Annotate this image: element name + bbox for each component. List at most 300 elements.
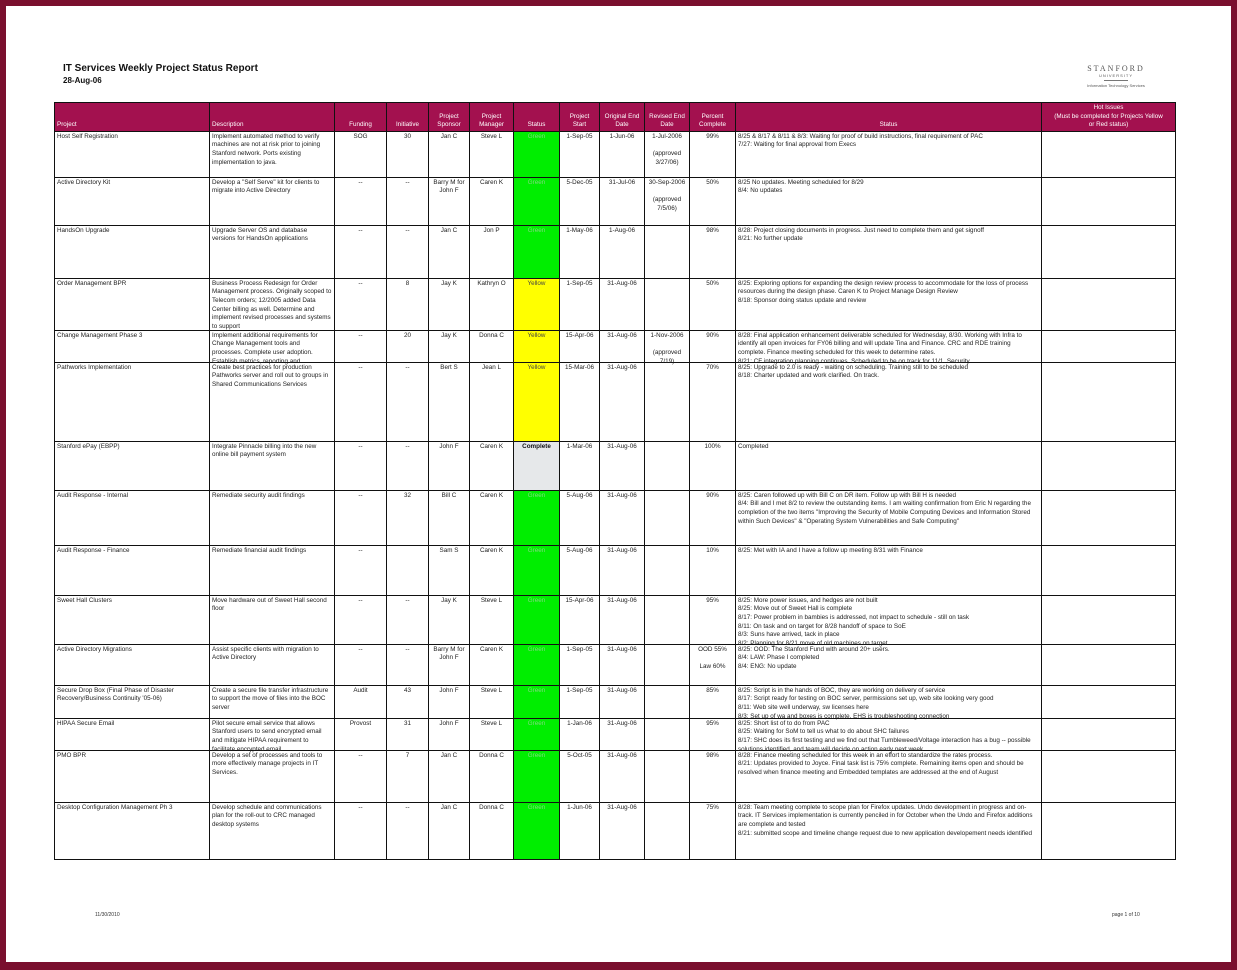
project-text: Pathworks Implementation bbox=[57, 363, 132, 371]
funding-text: -- bbox=[358, 491, 363, 499]
cell-project bbox=[55, 278, 210, 330]
cell-sponsor bbox=[429, 595, 470, 644]
percent-complete-text: 50% bbox=[706, 279, 719, 287]
cell-percent-complete bbox=[690, 545, 736, 595]
cell-revised-end-date bbox=[645, 362, 690, 441]
cell-initiative bbox=[387, 278, 429, 330]
table-row bbox=[55, 750, 1176, 802]
report-title: IT Services Weekly Project Status Report bbox=[63, 63, 258, 74]
cell-initiative bbox=[387, 330, 429, 362]
start-date-text: 1-Sep-05 bbox=[566, 645, 593, 653]
cell-funding bbox=[335, 362, 387, 441]
cell-status bbox=[514, 441, 560, 490]
cell-manager bbox=[470, 362, 514, 441]
cell-percent-complete bbox=[690, 131, 736, 177]
description-text: Develop schedule and communications plan for the roll-out to CRC managed desktop systems bbox=[212, 803, 322, 828]
footer-date: 11/30/2010 bbox=[95, 912, 120, 918]
cell-funding bbox=[335, 685, 387, 718]
status-text: Green bbox=[527, 645, 546, 653]
original-end-date-text: 31-Aug-06 bbox=[607, 751, 637, 759]
stanford-logo bbox=[1066, 64, 1166, 88]
original-end-date-text: 31-Aug-06 bbox=[607, 331, 637, 339]
manager-text: Steve L bbox=[480, 132, 503, 140]
percent-complete-text: 85% bbox=[706, 686, 719, 694]
cell-manager bbox=[470, 278, 514, 330]
table-row bbox=[55, 278, 1176, 330]
status-notes-text: 8/28: Project closing documents in progress. Just need to complete them and get signoff 8/21: No further update bbox=[738, 226, 984, 243]
sponsor-text: Jay K bbox=[441, 331, 457, 339]
revised-end-date-text bbox=[647, 597, 687, 643]
cell-percent-complete bbox=[690, 802, 736, 859]
cell-manager bbox=[470, 595, 514, 644]
cell-description bbox=[210, 362, 335, 441]
sponsor-text: John F bbox=[439, 686, 459, 694]
initiative-text: 20 bbox=[403, 331, 411, 339]
cell-original-end-date bbox=[600, 595, 645, 644]
sponsor-text: Bill C bbox=[441, 491, 457, 499]
cell-original-end-date bbox=[600, 802, 645, 859]
table-row bbox=[55, 490, 1176, 545]
cell-status bbox=[514, 490, 560, 545]
cell-revised-end-date bbox=[645, 441, 690, 490]
table-row bbox=[55, 802, 1176, 859]
start-date-text: 1-Jun-06 bbox=[567, 803, 592, 811]
cell-status-notes bbox=[736, 644, 1042, 685]
cell-percent-complete bbox=[690, 644, 736, 685]
hot-issues-text bbox=[1044, 687, 1173, 717]
cell-revised-end-date bbox=[645, 131, 690, 177]
description-text: Remediate security audit findings bbox=[212, 491, 305, 499]
cell-status bbox=[514, 750, 560, 802]
hot-issues-text bbox=[1044, 804, 1173, 858]
cell-start-date bbox=[560, 802, 600, 859]
cell-hot-issues bbox=[1042, 545, 1176, 595]
status-text: Green bbox=[527, 178, 546, 186]
status-text: Green bbox=[527, 491, 546, 499]
cell-status-notes bbox=[736, 362, 1042, 441]
status-notes-text: 8/28: Final application enhancement deliverable scheduled for Wednesday, 8/30. Working with Infra to identify all open invoices for FY06 billing and will update Tina and Finance. CRC and RDE training complete. Finance meeting scheduled for this week to determine rates. 8/21: CF integration planning continues. Scheduled to be on track for 11/1. Security bbox=[738, 331, 1022, 365]
table-row bbox=[55, 330, 1176, 362]
cell-sponsor bbox=[429, 131, 470, 177]
cell-funding bbox=[335, 131, 387, 177]
description-text: Remediate financial audit findings bbox=[212, 546, 307, 554]
revised-end-date-text bbox=[647, 804, 687, 858]
sponsor-text: Sam S bbox=[439, 546, 459, 554]
original-end-date-text: 31-Aug-06 bbox=[607, 363, 637, 371]
start-date-text: 15-Mar-06 bbox=[564, 363, 595, 371]
funding-text: -- bbox=[358, 546, 363, 554]
cell-sponsor bbox=[429, 278, 470, 330]
percent-complete-text: 50% bbox=[706, 178, 719, 186]
revised-end-date-text bbox=[647, 687, 687, 717]
cell-description bbox=[210, 595, 335, 644]
cell-percent-complete bbox=[690, 490, 736, 545]
sponsor-text: Jan C bbox=[440, 803, 458, 811]
project-text: Host Self Registration bbox=[57, 132, 118, 140]
cell-description bbox=[210, 644, 335, 685]
percent-complete-text: 90% bbox=[706, 331, 719, 339]
cell-initiative bbox=[387, 685, 429, 718]
cell-funding bbox=[335, 718, 387, 750]
cell-sponsor bbox=[429, 362, 470, 441]
cell-percent-complete bbox=[690, 177, 736, 225]
initiative-text: -- bbox=[405, 178, 410, 186]
funding-text: -- bbox=[358, 178, 363, 186]
percent-complete-text: 95% bbox=[706, 719, 719, 727]
table-row bbox=[55, 362, 1176, 441]
percent-complete-text: 75% bbox=[706, 803, 719, 811]
cell-initiative bbox=[387, 131, 429, 177]
cell-start-date bbox=[560, 330, 600, 362]
cell-initiative bbox=[387, 362, 429, 441]
initiative-text: 43 bbox=[403, 686, 411, 694]
cell-sponsor bbox=[429, 177, 470, 225]
cell-original-end-date bbox=[600, 750, 645, 802]
start-date-text: 15-Apr-06 bbox=[565, 331, 594, 339]
cell-revised-end-date bbox=[645, 330, 690, 365]
cell-sponsor bbox=[429, 225, 470, 278]
column-header-funding: Funding bbox=[335, 103, 387, 132]
status-text: Yellow bbox=[527, 363, 546, 371]
cell-hot-issues bbox=[1042, 802, 1176, 859]
report-date: 28-Aug-06 bbox=[63, 76, 102, 85]
project-text: Audit Response - Internal bbox=[57, 491, 129, 499]
original-end-date-text: 31-Aug-06 bbox=[607, 645, 637, 653]
start-date-text: 1-Mar-06 bbox=[566, 442, 593, 450]
status-notes-text: 8/25: Upgrade to 2.0 is ready - waiting on scheduling. Training still to be scheduled 8/18: Charter updated and work clarified. On track. bbox=[738, 363, 968, 380]
status-text: Green bbox=[527, 226, 546, 234]
project-text: Audit Response - Finance bbox=[57, 546, 130, 554]
cell-funding bbox=[335, 490, 387, 545]
percent-complete-text: 95% bbox=[706, 596, 719, 604]
cell-hot-issues bbox=[1042, 441, 1176, 490]
start-date-text: 5-Aug-06 bbox=[566, 491, 593, 499]
cell-description bbox=[210, 802, 335, 859]
cell-description bbox=[210, 177, 335, 225]
funding-text: -- bbox=[358, 803, 363, 811]
cell-percent-complete bbox=[690, 595, 736, 644]
status-notes-text: 8/25 No updates. Meeting scheduled for 8/29 8/4: No updates bbox=[738, 178, 864, 195]
cell-funding bbox=[335, 802, 387, 859]
cell-description bbox=[210, 278, 335, 330]
funding-text: Audit bbox=[353, 686, 368, 694]
column-header-project: Project bbox=[55, 103, 210, 132]
cell-start-date bbox=[560, 441, 600, 490]
percent-complete-text: 98% bbox=[706, 226, 719, 234]
cell-original-end-date bbox=[600, 362, 645, 441]
funding-text: -- bbox=[358, 226, 363, 234]
cell-status-notes bbox=[736, 545, 1042, 595]
column-header-revised-end-date: Revised End Date bbox=[645, 103, 690, 132]
cell-status-notes bbox=[736, 595, 1042, 647]
manager-text: Caren K bbox=[479, 442, 504, 450]
start-date-text: 5-Oct-05 bbox=[567, 751, 592, 759]
cell-status bbox=[514, 802, 560, 859]
description-text: Move hardware out of Sweet Hall second floor bbox=[212, 596, 327, 613]
cell-manager bbox=[470, 545, 514, 595]
cell-sponsor bbox=[429, 490, 470, 545]
cell-revised-end-date bbox=[645, 802, 690, 859]
cell-project bbox=[55, 131, 210, 177]
cell-hot-issues bbox=[1042, 718, 1176, 750]
revised-end-date-text: 1-Nov-2006 (approved 7/19) bbox=[650, 331, 684, 365]
status-notes-text: 8/28: Team meeting complete to scope plan for Firefox updates. Undo development in progress and on-track. IT Services implementation is currently penciled in for October when the Undo and Firefox additions are complete and tested 8/21: submitted scope and timeline change request due to new application developement needs identified bbox=[738, 803, 1033, 837]
cell-initiative bbox=[387, 718, 429, 750]
status-text: Green bbox=[527, 751, 546, 759]
cell-sponsor bbox=[429, 802, 470, 859]
table-row bbox=[55, 131, 1176, 177]
cell-project bbox=[55, 802, 210, 859]
sponsor-text: Jay K bbox=[441, 596, 457, 604]
revised-end-date-text bbox=[647, 646, 687, 684]
cell-status-notes bbox=[736, 330, 1042, 365]
manager-text: Caren K bbox=[479, 491, 504, 499]
cell-status-notes bbox=[736, 225, 1042, 278]
cell-project bbox=[55, 177, 210, 225]
column-header-status: Status bbox=[514, 103, 560, 132]
cell-funding bbox=[335, 644, 387, 685]
logo-line-3: Information Technology Services bbox=[1087, 83, 1145, 88]
hot-issues-text bbox=[1044, 227, 1173, 277]
funding-text: -- bbox=[358, 363, 363, 371]
cell-percent-complete bbox=[690, 278, 736, 330]
cell-original-end-date bbox=[600, 177, 645, 225]
status-text: Green bbox=[527, 803, 546, 811]
cell-project bbox=[55, 441, 210, 490]
cell-original-end-date bbox=[600, 718, 645, 750]
cell-start-date bbox=[560, 362, 600, 441]
cell-start-date bbox=[560, 750, 600, 802]
sponsor-text: Jan C bbox=[440, 132, 458, 140]
cell-hot-issues bbox=[1042, 490, 1176, 545]
cell-start-date bbox=[560, 545, 600, 595]
cell-revised-end-date bbox=[645, 225, 690, 278]
initiative-text: 8 bbox=[405, 279, 410, 287]
cell-project bbox=[55, 490, 210, 545]
cell-funding bbox=[335, 595, 387, 644]
cell-hot-issues bbox=[1042, 177, 1176, 225]
start-date-text: 1-Jan-06 bbox=[567, 719, 592, 727]
cell-percent-complete bbox=[690, 225, 736, 278]
hot-issues-text bbox=[1044, 179, 1173, 224]
cell-funding bbox=[335, 330, 387, 362]
sponsor-text: Jay K bbox=[441, 279, 457, 287]
start-date-text: 5-Aug-06 bbox=[566, 546, 593, 554]
cell-status bbox=[514, 545, 560, 595]
manager-text: Donna C bbox=[479, 331, 504, 339]
project-text: Active Directory Kit bbox=[57, 178, 111, 186]
sponsor-text: Barry M for John F bbox=[433, 178, 465, 195]
table-header-row bbox=[55, 103, 1176, 132]
cell-project bbox=[55, 362, 210, 441]
cell-manager bbox=[470, 750, 514, 802]
cell-description bbox=[210, 131, 335, 177]
table-row bbox=[55, 685, 1176, 718]
cell-status bbox=[514, 685, 560, 718]
revised-end-date-text bbox=[647, 227, 687, 277]
cell-status bbox=[514, 362, 560, 441]
funding-text: -- bbox=[358, 596, 363, 604]
sponsor-text: Bert S bbox=[440, 363, 458, 371]
start-date-text: 1-Sep-05 bbox=[566, 279, 593, 287]
cell-project bbox=[55, 330, 210, 362]
cell-project bbox=[55, 644, 210, 685]
project-text: Active Directory Migrations bbox=[57, 645, 132, 653]
cell-status bbox=[514, 644, 560, 685]
column-header-hot-issues: Hot Issues (Must be completed for Projects Yellow or Red status) bbox=[1042, 103, 1176, 132]
cell-start-date bbox=[560, 131, 600, 177]
cell-sponsor bbox=[429, 685, 470, 718]
funding-text: -- bbox=[358, 442, 363, 450]
cell-original-end-date bbox=[600, 441, 645, 490]
cell-original-end-date bbox=[600, 330, 645, 362]
original-end-date-text: 31-Aug-06 bbox=[607, 442, 637, 450]
cell-sponsor bbox=[429, 545, 470, 595]
status-notes-text: Completed bbox=[738, 442, 769, 450]
logo-line-2: UNIVERSITY bbox=[1098, 73, 1133, 78]
initiative-text: -- bbox=[405, 803, 410, 811]
cell-status-notes bbox=[736, 685, 1042, 718]
manager-text: Steve L bbox=[480, 686, 503, 694]
cell-status-notes bbox=[736, 278, 1042, 330]
original-end-date-text: 31-Aug-06 bbox=[607, 719, 637, 727]
cell-funding bbox=[335, 177, 387, 225]
description-text: Create best practices for production Pathworks server and roll out to groups in Shared Communications Services bbox=[212, 363, 329, 388]
cell-status bbox=[514, 595, 560, 644]
cell-funding bbox=[335, 225, 387, 278]
sponsor-text: John F bbox=[439, 719, 459, 727]
logo-divider bbox=[1104, 80, 1128, 81]
description-text: Upgrade Server OS and database versions for HandsOn applications bbox=[212, 226, 308, 243]
cell-manager bbox=[470, 802, 514, 859]
manager-text: Caren K bbox=[479, 645, 504, 653]
manager-text: Steve L bbox=[480, 719, 503, 727]
revised-end-date-text: 1-Jul-2006 (approved 3/27/06) bbox=[652, 132, 682, 166]
project-text: HandsOn Upgrade bbox=[57, 226, 110, 234]
cell-initiative bbox=[387, 225, 429, 278]
cell-revised-end-date bbox=[645, 685, 690, 718]
cell-revised-end-date bbox=[645, 595, 690, 644]
cell-manager bbox=[470, 644, 514, 685]
status-notes-text: 8/25: More power issues, and hedges are not built 8/25: Move out of Sweet Hall is complete 8/17: Power problem in bambies is addressed, not impact to schedule - still on task 8/11: On task and on target for 8/28 handoff of space to SoE 8/3: Suns have arrived, tack in place 8/2: Planning for 8/21 move of old machines on target bbox=[738, 596, 970, 647]
hot-issues-text bbox=[1044, 332, 1173, 361]
cell-original-end-date bbox=[600, 131, 645, 177]
cell-start-date bbox=[560, 278, 600, 330]
footer-page-number: page 1 of 10 bbox=[1112, 912, 1140, 918]
description-text: Assist specific clients with migration to Active Directory bbox=[212, 645, 319, 662]
cell-description bbox=[210, 750, 335, 802]
cell-start-date bbox=[560, 685, 600, 718]
cell-original-end-date bbox=[600, 490, 645, 545]
manager-text: Jean L bbox=[482, 363, 501, 371]
initiative-text: 7 bbox=[405, 751, 410, 759]
cell-start-date bbox=[560, 225, 600, 278]
cell-funding bbox=[335, 545, 387, 595]
cell-original-end-date bbox=[600, 545, 645, 595]
cell-sponsor bbox=[429, 718, 470, 750]
cell-start-date bbox=[560, 718, 600, 750]
cell-hot-issues bbox=[1042, 278, 1176, 330]
column-header-description: Description bbox=[210, 103, 335, 132]
cell-manager bbox=[470, 685, 514, 718]
cell-initiative bbox=[387, 177, 429, 225]
project-text: Order Management BPR bbox=[57, 279, 127, 287]
cell-revised-end-date bbox=[645, 278, 690, 330]
funding-text: Provost bbox=[349, 719, 372, 727]
manager-text: Jon P bbox=[483, 226, 500, 234]
status-notes-text: 8/25: Caren followed up with Bill C on DR item. Follow up with Bill H is needed 8/4: Bill and I met 8/2 to review the outstanding items. I am waiting confirmation from Eric N regarding the completion of the two items "Improving the Security of Mobile Computing Devices and Information Stored within Such Devices" & "Operating System Vulnerabilities and Safe Computing" bbox=[738, 491, 1031, 525]
cell-revised-end-date bbox=[645, 177, 690, 225]
hot-issues-text bbox=[1044, 280, 1173, 329]
sponsor-text: Barry M for John F bbox=[433, 645, 465, 662]
cell-percent-complete bbox=[690, 441, 736, 490]
manager-text: Donna C bbox=[479, 803, 504, 811]
initiative-text: 32 bbox=[403, 491, 411, 499]
status-text: Green bbox=[527, 719, 546, 727]
cell-hot-issues bbox=[1042, 644, 1176, 685]
description-text: Develop a "Self Serve" kit for clients to migrate into Active Directory bbox=[212, 178, 320, 195]
funding-text: SOG bbox=[353, 132, 368, 140]
percent-complete-text: 100% bbox=[704, 442, 721, 450]
cell-manager bbox=[470, 225, 514, 278]
cell-manager bbox=[470, 330, 514, 362]
status-text: Green bbox=[527, 596, 546, 604]
cell-sponsor bbox=[429, 750, 470, 802]
cell-sponsor bbox=[429, 644, 470, 685]
cell-percent-complete bbox=[690, 718, 736, 750]
percent-complete-text: 99% bbox=[706, 132, 719, 140]
description-text: Pilot secure email service that allows Stanford users to send encrypted email and mitigate HIPAA requirement to facilitate encrypted email bbox=[212, 719, 322, 753]
cell-original-end-date bbox=[600, 685, 645, 718]
status-text: Green bbox=[527, 686, 546, 694]
sponsor-text: John F bbox=[439, 442, 459, 450]
cell-status-notes bbox=[736, 177, 1042, 225]
cell-initiative bbox=[387, 595, 429, 644]
manager-text: Donna C bbox=[479, 751, 504, 759]
revised-end-date-text bbox=[647, 547, 687, 594]
cell-hot-issues bbox=[1042, 225, 1176, 278]
status-text: Complete bbox=[522, 442, 551, 450]
cell-percent-complete bbox=[690, 750, 736, 802]
cell-revised-end-date bbox=[645, 750, 690, 802]
cell-initiative bbox=[387, 441, 429, 490]
cell-hot-issues bbox=[1042, 362, 1176, 441]
table-row bbox=[55, 595, 1176, 644]
cell-manager bbox=[470, 490, 514, 545]
status-text: Yellow bbox=[527, 331, 546, 339]
cell-project bbox=[55, 750, 210, 802]
project-status-table bbox=[54, 102, 1176, 860]
cell-manager bbox=[470, 131, 514, 177]
cell-initiative bbox=[387, 750, 429, 802]
cell-sponsor bbox=[429, 441, 470, 490]
revised-end-date-text: 30-Sep-2006 (approved 7/5/06) bbox=[648, 178, 686, 212]
start-date-text: 1-Sep-05 bbox=[566, 132, 593, 140]
table-row bbox=[55, 644, 1176, 685]
cell-hot-issues bbox=[1042, 595, 1176, 644]
table-row bbox=[55, 545, 1176, 595]
revised-end-date-text bbox=[647, 492, 687, 544]
percent-complete-text: 90% bbox=[706, 491, 719, 499]
manager-text: Caren K bbox=[479, 178, 504, 186]
cell-revised-end-date bbox=[645, 490, 690, 545]
project-text: PMO BPR bbox=[57, 751, 87, 759]
original-end-date-text: 31-Aug-06 bbox=[607, 491, 637, 499]
initiative-text: -- bbox=[405, 442, 410, 450]
start-date-text: 1-May-06 bbox=[566, 226, 593, 234]
table-row bbox=[55, 441, 1176, 490]
cell-percent-complete bbox=[690, 362, 736, 441]
